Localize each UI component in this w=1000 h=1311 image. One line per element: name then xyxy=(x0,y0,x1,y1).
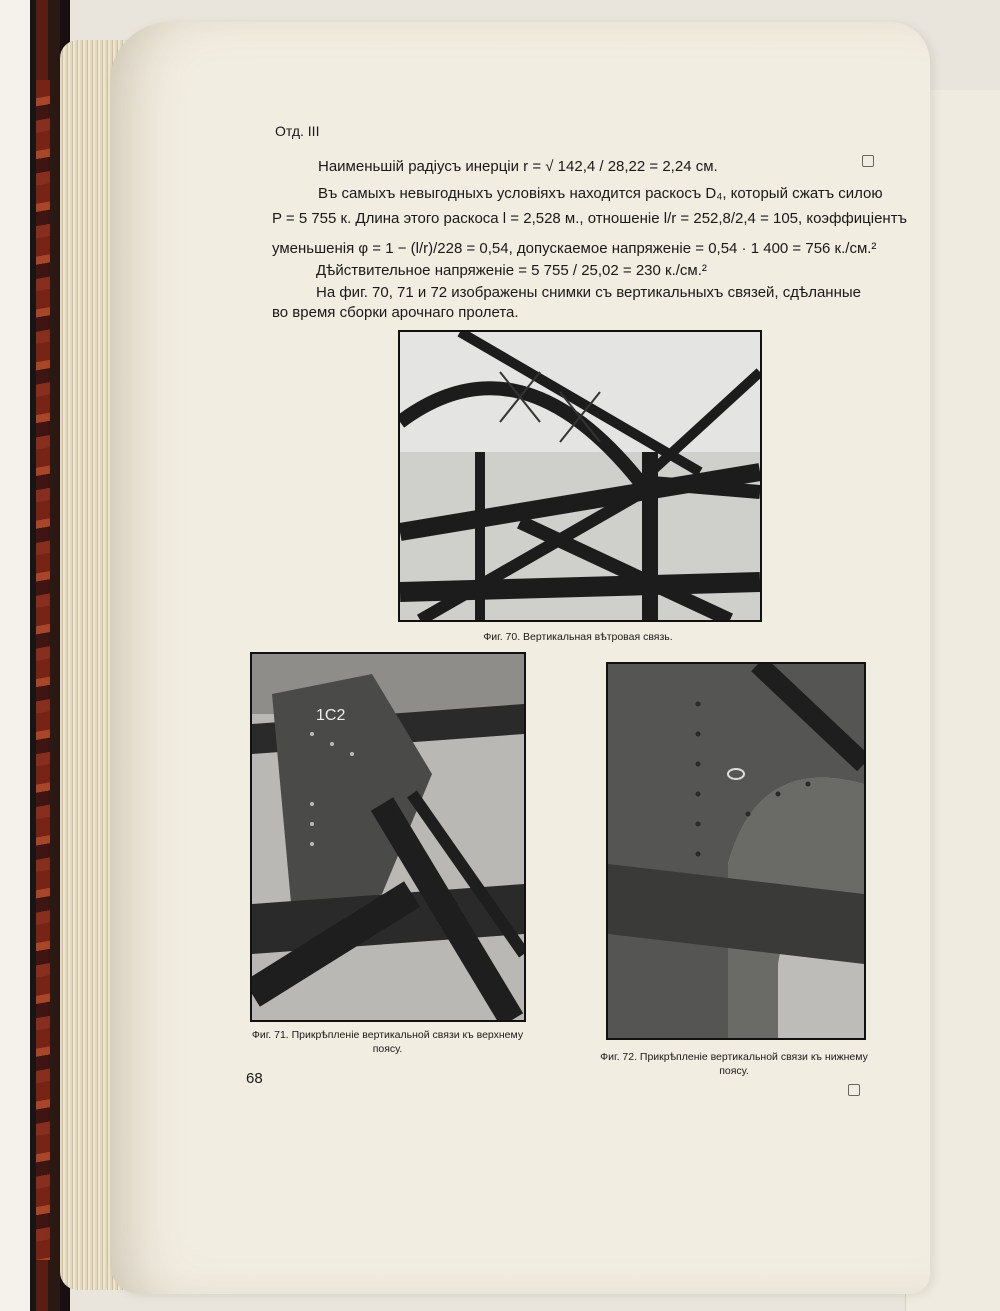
body-line: во время сборки арочнаго пролета. xyxy=(272,304,519,321)
body-line: Въ самыхъ невыгодныхъ условіяхъ находится раскосъ D₄, который сжатъ силою xyxy=(318,185,883,202)
body-line: На фиг. 70, 71 и 72 изображены снимки съ вертикальныхъ связей, сдѣланные xyxy=(316,284,861,301)
section-header: Отд. III xyxy=(275,123,320,139)
figure-72-caption: Фиг. 72. Прикрѣпленіе вертикальной связи къ нижнему поясу. xyxy=(600,1051,868,1077)
figure-70-photo xyxy=(398,330,762,622)
corner-mark-icon xyxy=(848,1084,860,1096)
body-line: уменьшенія φ = 1 − (l/r)/228 = 0,54, допускаемое напряженіе = 0,54 · 1 400 = 756 к./см.² xyxy=(272,240,877,257)
page-number: 68 xyxy=(246,1070,263,1087)
figure-70-caption: Фиг. 70. Вертикальная вѣтровая связь. xyxy=(483,631,673,643)
svg-text:1С2: 1С2 xyxy=(316,707,346,724)
figure-71-caption: Фиг. 71. Прикрѣпленіе вертикальной связи къ верхнему поясу. xyxy=(251,1029,524,1055)
marbled-endpaper xyxy=(36,80,50,1260)
figure-72-photo xyxy=(606,662,866,1040)
corner-mark-icon xyxy=(862,155,874,167)
body-line: Дѣйствительное напряженіе = 5 755 / 25,02 = 230 к./см.² xyxy=(316,262,707,279)
body-line: Наименьшій радіусъ инерціи r = √ 142,4 / 28,22 = 2,24 см. xyxy=(318,158,718,175)
figure-71-photo xyxy=(250,652,526,1022)
body-line: P = 5 755 к. Длина этого раскоса l = 2,528 м., отношеніе l/r = 252,8/2,4 = 105, коэффиціентъ xyxy=(272,210,907,227)
